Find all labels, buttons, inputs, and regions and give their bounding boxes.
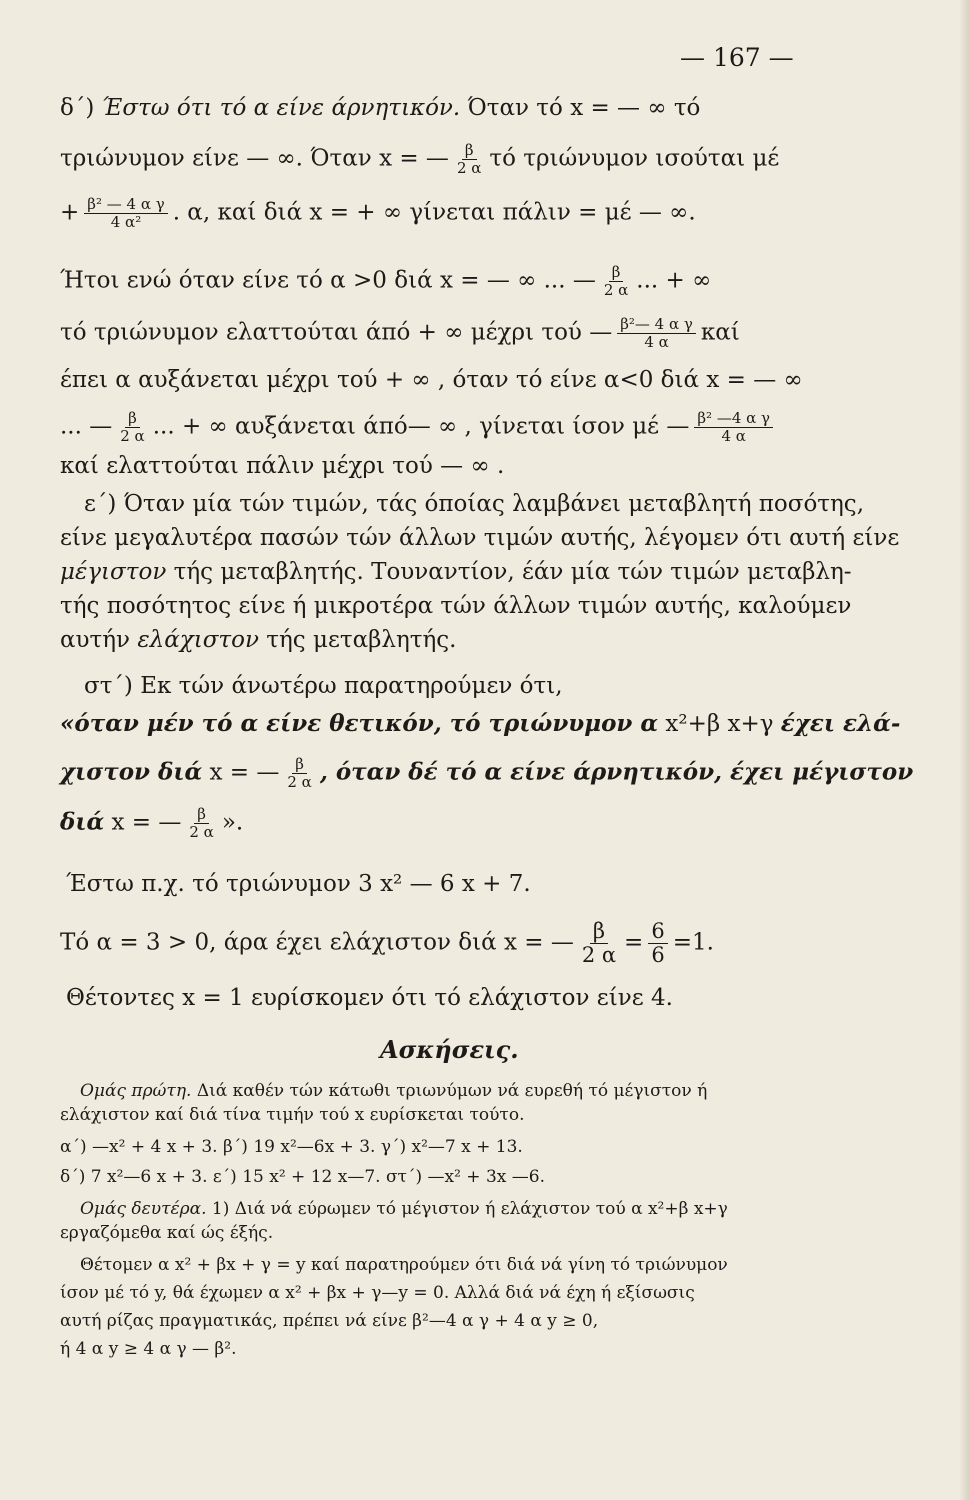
- fraction: $\frac{\text{β² —4 α γ}}{4 \alpha}$: [694, 410, 773, 445]
- fraction: $\frac{\beta}{2 \alpha}$: [581, 919, 617, 967]
- section-d-line-8: καί ελαττούται πάλιν μέχρι τού — ∞ .: [60, 453, 505, 479]
- fraction: $\frac{\beta}{2 \alpha}$: [120, 409, 145, 445]
- fraction: $\frac{\beta}{2 \alpha}$: [456, 141, 482, 177]
- paragraph-line-2: ίσον μέ τό y, θά έχωμεν α x² + βx + γ—y = 0. Αλλά διά νά έχη ή εξίσωσις: [60, 1283, 695, 1303]
- section-e-line-5: αυτήν ελάχιστον τής μεταβλητής.: [60, 627, 457, 653]
- group2-line-1: Ομάς δευτέρα. 1) Διά νά εύρωμεν τό μέγιστον ή ελάχιστον τού α x²+β x+γ: [80, 1199, 728, 1219]
- paragraph-line-1: Θέτομεν α x² + βx + γ = y καί παρατηρούμεν ότι διά νά γίνη τό τριώνυμον: [80, 1255, 728, 1275]
- example-line-3: Θέτοντες x = 1 ευρίσκομεν ότι τό ελάχιστον είνε 4.: [66, 985, 673, 1011]
- section-st-line-2: «όταν μέν τό α είνε θετικόν, τό τριώνυμον α x²+β x+γ έχει ελά-: [60, 710, 901, 737]
- group1-line-1: Ομάς πρώτη. Διά καθέν τών κάτωθι τριωνύμων νά ευρεθή τό μέγιστον ή: [80, 1081, 708, 1101]
- section-st-line-4: διά x = — $\frac{\beta}{2 \alpha}$ ».: [60, 805, 244, 841]
- exercises-heading: Ασκήσεις.: [380, 1035, 519, 1064]
- section-e-line-2: είνε μεγαλυτέρα πασών τών άλλων τιμών αυτής, λέγομεν ότι αυτή είνε: [60, 525, 900, 551]
- fraction: $\frac{\beta}{2 \alpha}$: [189, 805, 214, 841]
- exercise-row-1: α΄) —x² + 4 x + 3. β΄) 19 x²—6x + 3. γ΄) x²—7 x + 13.: [60, 1137, 523, 1157]
- paragraph-line-4: ή 4 α y ≥ 4 α γ — β².: [60, 1339, 237, 1359]
- section-d-line-2: τριώνυμον είνε — ∞. Όταν x = — $\frac{\beta}{2 \alpha}$ τό τριώνυμον ισούται μέ: [60, 141, 780, 177]
- fraction: $\frac{\text{β² — 4 α γ}}{\text{4 α²}}$: [84, 196, 167, 231]
- section-d-line-4: Ήτοι ενώ όταν είνε τό α >0 διά x = — ∞ ... — $\frac{\beta}{2 \alpha}$ ... + ∞: [60, 263, 712, 299]
- group2-line-2: εργαζόμεθα καί ώς έξής.: [60, 1223, 274, 1243]
- example-line-2: Τό α = 3 > 0, άρα έχει ελάχιστον διά x = — $\frac{\beta}{2 \alpha}$ = $\frac{6}{6}$ =1.: [60, 919, 714, 967]
- fraction: $\frac{\beta}{2 \alpha}$: [603, 263, 629, 299]
- section-st-line-1: στ΄) Εκ τών άνωτέρω παρατηρούμεν ότι,: [84, 673, 563, 699]
- example-line-1: Έστω π.χ. τό τριώνυμον 3 x² — 6 x + 7.: [66, 871, 531, 897]
- section-d-line-3: + $\frac{\text{β² — 4 α γ}}{\text{4 α²}}$ . α, καί διά x = + ∞ γίνεται πάλιν = μέ — ∞.: [60, 195, 696, 231]
- group1-line-2: ελάχιστον καί διά τίνα τιμήν τού x ευρίσκεται τούτο.: [60, 1105, 525, 1125]
- section-d-line-7: ... — $\frac{\beta}{2 \alpha}$ ... + ∞ αυξάνεται άπό— ∞ , γίνεται ίσον μέ — $\frac{\text{β² —4 α γ}}{4 \alpha}$: [60, 410, 778, 445]
- fraction: $\frac{\text{β²— 4 α γ}}{4 \alpha}$: [617, 316, 696, 351]
- fraction: $\frac{6}{6}$: [648, 920, 667, 967]
- section-e-line-4: τής ποσότητος είνε ή μικροτέρα τών άλλων τιμών αυτής, καλούμεν: [60, 593, 852, 619]
- paragraph-line-3: αυτή ρίζας πραγματικάς, πρέπει νά είνε β²—4 α γ + 4 α y ≥ 0,: [60, 1311, 599, 1331]
- section-st-line-3: χιστον διά x = — $\frac{\beta}{2 \alpha}$ , όταν δέ τό α είνε άρνητικόν, έχει μέγιστον: [60, 755, 914, 791]
- page-number: — 167 —: [680, 43, 794, 72]
- fraction: $\frac{\beta}{2 \alpha}$: [287, 755, 312, 791]
- exercise-row-2: δ΄) 7 x²—6 x + 3. ε΄) 15 x² + 12 x—7. στ΄) —x² + 3x —6.: [60, 1167, 545, 1187]
- section-d-line-6: έπει α αυξάνεται μέχρι τού + ∞ , όταν τό είνε α<0 διά x = — ∞: [60, 367, 803, 393]
- section-e-line-1: ε΄) Όταν μία τών τιμών, τάς όποίας λαμβάνει μεταβλητή ποσότης,: [84, 491, 865, 517]
- page-edge: [959, 0, 969, 1500]
- section-d-line-5: τό τριώνυμον ελαττούται άπό + ∞ μέχρι τού — $\frac{\text{β²— 4 α γ}}{4 \alpha}$ καί: [60, 315, 740, 351]
- section-e-line-3: μέγιστον τής μεταβλητής. Τουναντίον, έάν μία τών τιμών μεταβλη-: [60, 559, 852, 585]
- section-d-line-1: δ΄) Έστω ότι τό α είνε άρνητικόν. Όταν τό x = — ∞ τό: [60, 95, 701, 121]
